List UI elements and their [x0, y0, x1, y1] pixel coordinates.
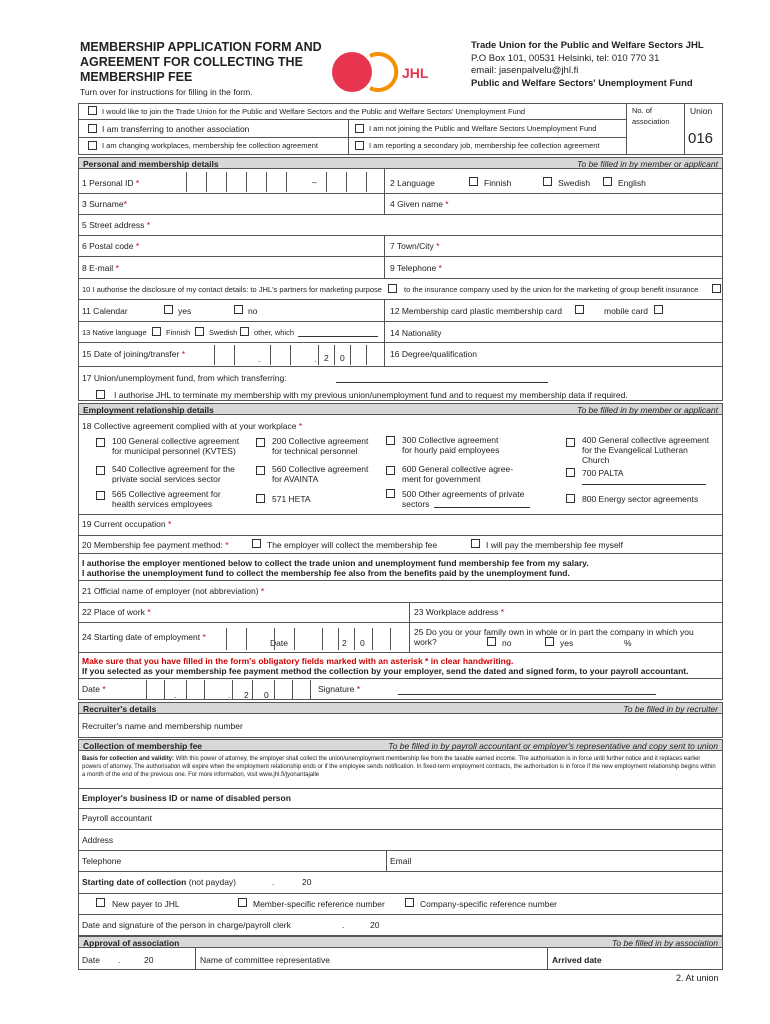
agreement-label: 18 Collective agreement complied with at your workplace *: [82, 421, 303, 431]
surname-label: 3 Surname*: [82, 199, 127, 209]
payment-method-label: 20 Membership fee payment method: *: [82, 540, 229, 550]
changing-label: I am changing workplaces, membership fee collection agreement: [102, 141, 318, 150]
agreement-800-label: 800 Energy sector agreements: [582, 494, 699, 504]
native-finnish-label: Finnish: [166, 328, 191, 337]
employer-name-label: 21 Official name of employer (not abbreviation) *: [82, 586, 265, 596]
agreement-560-checkbox[interactable]: [256, 466, 265, 475]
ownership-yes-label: yes: [560, 638, 574, 648]
agreement-540-checkbox[interactable]: [96, 466, 105, 475]
secondary-label: I am reporting a secondary job, membership fee collection agreement: [369, 141, 600, 150]
ownership-percent: %: [624, 638, 632, 648]
plastic-card-checkbox[interactable]: [575, 305, 584, 314]
sig-year-2: 2: [244, 690, 249, 700]
native-other-label: other, which: [254, 328, 295, 337]
agreement-300-l1: 300 Collective agreement: [402, 435, 499, 445]
town-label: 7 Town/City *: [390, 241, 440, 251]
calendar-yes-label: yes: [178, 306, 192, 316]
secondary-checkbox[interactable]: [355, 141, 364, 150]
pay-myself-checkbox[interactable]: [471, 539, 480, 548]
agreement-500-checkbox[interactable]: [386, 489, 395, 498]
title-line-2: AGREEMENT FOR COLLECTING THE: [80, 55, 303, 69]
agreement-560-l1: 560 Collective agreement: [272, 464, 369, 474]
title-line-3: MEMBERSHIP FEE: [80, 70, 193, 84]
year-digit-2: 2: [324, 353, 329, 363]
org-fund: Public and Welfare Sectors' Unemployment Fund: [471, 77, 693, 89]
native-language-label: 13 Native language: [82, 328, 147, 337]
authorise-employer-text: I authorise the employer mentioned below to collect the trade union and unemployment fund membership fee from my salary.: [82, 558, 589, 568]
language-label: 2 Language: [390, 178, 435, 188]
agreement-200-l1: 200 Collective agreement: [272, 436, 369, 446]
join-label: I would like to join the Trade Union for the Public and Welfare Sectors and the Public and Welfare Sectors' Unemployment Fund: [102, 107, 526, 116]
agreement-565-l2: health services employees: [112, 499, 213, 509]
agreement-400-checkbox[interactable]: [566, 438, 575, 447]
approval-date-label: Date: [82, 955, 100, 965]
approval-note: To be filled in by association: [611, 938, 718, 948]
sig-date-dot-1: .: [174, 690, 177, 700]
insurance-checkbox[interactable]: [712, 284, 721, 293]
calendar-no-label: no: [248, 306, 258, 316]
union-label: Union: [690, 106, 713, 116]
lang-english-label: English: [618, 178, 646, 188]
recruiter-name-label: Recruiter's name and membership number: [82, 721, 243, 731]
email-label: 8 E-mail *: [82, 263, 119, 273]
recruiter-title: Recruiter's details: [83, 704, 157, 714]
calendar-yes-checkbox[interactable]: [164, 305, 173, 314]
native-swedish-checkbox[interactable]: [195, 327, 204, 336]
insurance-label: to the insurance company used by the union for the marketing of group benefit insurance: [404, 285, 699, 294]
agreement-100-l1: 100 General collective agreement: [112, 436, 240, 446]
agreement-560-l2: for AVAINTA: [272, 474, 319, 484]
agreement-100-checkbox[interactable]: [96, 438, 105, 447]
address-label: Address: [82, 835, 114, 845]
lang-finnish-label: Finnish: [484, 178, 512, 188]
not-joining-checkbox[interactable]: [355, 124, 364, 133]
mobile-card-checkbox[interactable]: [654, 305, 663, 314]
jhl-logo-icon: [330, 48, 460, 96]
joining-date-label: 15 Date of joining/transfer *: [82, 349, 186, 359]
place-of-work-label: 22 Place of work *: [82, 607, 151, 617]
member-ref-label: Member-specific reference number: [253, 899, 385, 909]
business-id-label: Employer's business ID or name of disabled person: [82, 793, 291, 803]
ownership-work-label: work?: [414, 637, 437, 647]
telephone-label: 9 Telephone *: [390, 263, 442, 273]
start-date-label: 24 Starting date of employment *: [82, 632, 206, 642]
signature-label: Signature *: [318, 684, 361, 694]
org-details: [471, 40, 761, 90]
agreement-500-l2: sectors: [402, 499, 430, 509]
year-digit-0: 0: [340, 353, 345, 363]
union-number: 016: [688, 130, 714, 147]
approval-section-header: [78, 936, 723, 948]
form-title: [80, 40, 350, 85]
warning-text: Make sure that you have filled in the form's obligatory fields marked with an asterisk * in clear handwriting.: [82, 656, 514, 666]
calendar-label: 11 Calendar: [82, 306, 128, 316]
title-line-1: MEMBERSHIP APPLICATION FORM AND: [80, 40, 322, 54]
agreement-540-l2: private social services sector: [112, 474, 221, 484]
company-ref-checkbox[interactable]: [405, 898, 414, 907]
transfer-from-label: 17 Union/unemployment fund, from which transferring:: [82, 373, 287, 383]
transfer-label: I am transferring to another association: [102, 124, 250, 134]
date-label: Date *: [82, 684, 106, 694]
signature-line[interactable]: [398, 694, 656, 695]
lang-english-checkbox[interactable]: [603, 177, 612, 186]
native-finnish-checkbox[interactable]: [152, 327, 161, 336]
street-label: 5 Street address *: [82, 220, 151, 230]
approval-title: Approval of association: [83, 938, 180, 948]
agreement-600-l1: 600 General collective agree-: [402, 464, 514, 474]
nationality-label: 14 Nationality: [390, 328, 442, 338]
send-instruction-text: If you selected as your membership fee payment method the collection by your employer, send the dated and signed form, to your payroll accountant.: [82, 666, 689, 676]
agreement-200-l2: for technical personnel: [272, 446, 358, 456]
employment-section-header: [78, 403, 723, 415]
not-joining-label: I am not joining the Public and Welfare Sectors Unemployment Fund: [369, 124, 597, 133]
org-email: email: jasenpalvelu@jhl.fi: [471, 65, 579, 76]
org-address: P.O Box 101, 00531 Helsinki, tel: 010 770 31: [471, 52, 660, 64]
native-other-checkbox[interactable]: [240, 327, 249, 336]
lang-swedish-label: Swedish: [558, 178, 591, 188]
basis-text: Basis for collection and validity: With this power of attorney, the employer shall collect the union/unemployment membership fee from the taxable earned income. The authorisation is in force until further notice and it replaces earlier powers of attorney. The authorisation will expire when the employment relationship ends or if the employee sends notification. In fixed-term employment contracts, the authorisation is in force if the new employment relationship begins within a month of the end of the previous one. For more information, visit www.jhl.fi/jyonantajalle: [82, 756, 716, 778]
collection-email-label: Email: [390, 856, 412, 866]
agreement-571-checkbox[interactable]: [256, 494, 265, 503]
clerk-date-dot: .: [342, 920, 345, 930]
company-ref-label: Company-specific reference number: [420, 899, 558, 909]
ownership-no-checkbox[interactable]: [487, 637, 496, 646]
agreement-100-l2: for municipal personnel (KVTES): [112, 446, 236, 456]
agreement-300-l2: for hourly paid employees: [402, 445, 500, 455]
employment-title: Employment relationship details: [83, 405, 214, 415]
agreement-400-l3: Church: [582, 455, 610, 465]
date-dot-2: .: [314, 354, 317, 364]
native-swedish-label: Swedish: [209, 328, 238, 337]
approval-date-20: 20: [144, 955, 154, 965]
no-of-label: No. of: [632, 106, 653, 115]
lang-finnish-checkbox[interactable]: [469, 177, 478, 186]
agreement-700-checkbox[interactable]: [566, 468, 575, 477]
agreement-700-label: 700 PALTA: [582, 468, 624, 478]
personal-note: To be filled in by member or applicant: [577, 159, 718, 169]
agreement-400-l2: for the Evangelical Lutheran: [582, 445, 688, 455]
new-payer-label: New payer to JHL: [112, 899, 180, 909]
agreement-571-label: 571 HETA: [272, 494, 311, 504]
agreement-565-checkbox[interactable]: [96, 491, 105, 500]
changing-checkbox[interactable]: [88, 141, 97, 150]
agreement-300-checkbox[interactable]: [386, 436, 395, 445]
ownership-no-label: no: [502, 638, 512, 648]
authorise-fund-text: I authorise the unemployment fund to collect the membership fee also from the benefits paid by the unemployment fund.: [82, 568, 570, 578]
turnover-note: Turn over for instructions for filling in the form.: [80, 87, 253, 97]
calendar-no-checkbox[interactable]: [234, 305, 243, 314]
recruiter-note: To be filled in by recruiter: [623, 704, 718, 714]
agreement-500-l1: 500 Other agreements of private: [402, 489, 525, 499]
committee-label: Name of committee representative: [200, 955, 330, 965]
date-dot-1: .: [258, 354, 261, 364]
partners-checkbox[interactable]: [388, 284, 397, 293]
transfer-checkbox[interactable]: [88, 124, 97, 133]
employer-collect-checkbox[interactable]: [252, 539, 261, 548]
native-other-line[interactable]: [298, 336, 378, 337]
collection-note: To be filled in by payroll accountant or employer's representative and copy sent to union: [388, 741, 718, 751]
join-checkbox[interactable]: [88, 106, 97, 115]
sig-year-0: 0: [264, 690, 269, 700]
member-ref-checkbox[interactable]: [238, 898, 247, 907]
collection-title: Collection of membership fee: [83, 741, 203, 751]
agreement-565-l1: 565 Collective agreement for: [112, 489, 221, 499]
agreement-540-l1: 540 Collective agreement for the: [112, 464, 235, 474]
transfer-from-line[interactable]: [336, 382, 548, 383]
new-payer-checkbox[interactable]: [96, 898, 105, 907]
id-dash: –: [312, 177, 317, 187]
ownership-label: 25 Do you or your family own in whole or in part the company in which you: [414, 627, 694, 637]
agreement-600-checkbox[interactable]: [386, 466, 395, 475]
agreement-200-checkbox[interactable]: [256, 438, 265, 447]
authorise-terminate-checkbox[interactable]: [96, 390, 105, 399]
ownership-yes-checkbox[interactable]: [545, 637, 554, 646]
degree-label: 16 Degree/qualification: [390, 349, 477, 359]
approval-date-dot: .: [118, 955, 121, 965]
employer-collect-label: The employer will collect the membership fee: [267, 540, 438, 550]
postal-label: 6 Postal code *: [82, 241, 140, 251]
authorise-partners-label: 10 I authorise the disclosure of my contact details: to JHL's partners for marketing purpose: [82, 285, 382, 294]
pay-myself-label: I will pay the membership fee myself: [486, 540, 623, 550]
agreement-400-l1: 400 General collective agreement: [582, 435, 710, 445]
start-year-2: 2: [342, 638, 347, 648]
lang-swedish-checkbox[interactable]: [543, 177, 552, 186]
agreement-600-l2: ment for government: [402, 474, 481, 484]
approval-box: [78, 948, 723, 970]
mobile-card-label: mobile card: [604, 306, 648, 316]
org-name: Trade Union for the Public and Welfare Sectors JHL: [471, 40, 704, 51]
page-footer: 2. At union: [676, 973, 719, 983]
clerk-signature-label: Date and signature of the person in charge/payroll clerk: [82, 920, 291, 930]
given-name-label: 4 Given name *: [390, 199, 449, 209]
collection-section-header: [78, 739, 723, 751]
authorise-terminate-label: I authorise JHL to terminate my membership with my previous union/unemployment fund and to request my membership data if required.: [114, 390, 628, 400]
recruiter-section-header: [78, 702, 723, 714]
payroll-label: Payroll accountant: [82, 813, 152, 823]
collection-start-label: Starting date of collection (not payday): [82, 877, 236, 887]
logo-text: JHL: [402, 65, 429, 81]
association-label: association: [632, 117, 670, 126]
personal-section-header: [78, 157, 723, 169]
clerk-date-20: 20: [370, 920, 380, 930]
occupation-label: 19 Current occupation *: [82, 519, 172, 529]
collection-start-dot: .: [272, 877, 275, 887]
collection-start-20: 20: [302, 877, 312, 887]
personal-title: Personal and membership details: [83, 159, 219, 169]
start-year-0: 0: [360, 638, 365, 648]
agreement-800-checkbox[interactable]: [566, 494, 575, 503]
collection-telephone-label: Telephone: [82, 856, 122, 866]
membership-card-label: 12 Membership card plastic membership card: [390, 306, 562, 316]
workplace-address-label: 23 Workplace address *: [414, 607, 505, 617]
arrived-date-label: Arrived date: [552, 955, 602, 965]
employment-note: To be filled in by member or applicant: [577, 405, 718, 415]
sig-date-dot-2: .: [228, 690, 231, 700]
personal-id-label: 1 Personal ID *: [82, 178, 140, 188]
